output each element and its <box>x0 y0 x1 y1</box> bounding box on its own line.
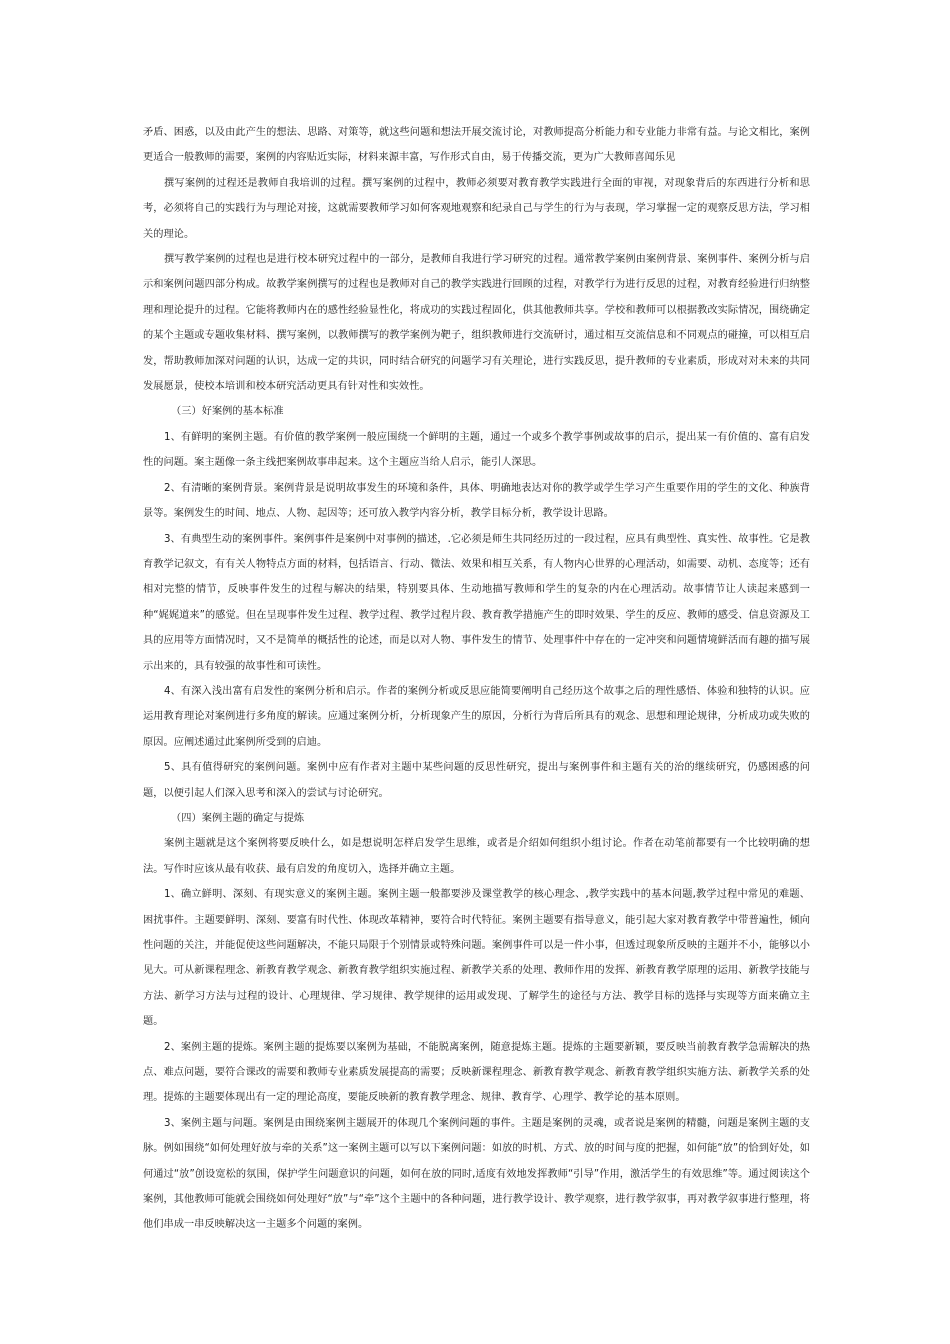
paragraph: 1、确立鲜明、深刻、有现实意义的案例主题。案例主题一般都要涉及课堂教学的核心理念、,教学实践中的基本问题,教学过程中常见的难题、困扰事件。主题要鲜明、深刻、要富有时代性、体现改革精神，要符合时代特征。案例主题要有指导意义，能引起大家对教育教学中带普遍性，倾向性问题的关注，并能促使这些问题解决，不能只局限于个别情景或特殊问题。案例事件可以是一件小事，但透过现象所反映的主题并不小，能够以小见大。可从新课程理念、新教育教学观念、新教育教学组织实施过程、新教学关系的处理、教师作用的发挥、新教育教学原理的运用、新教学技能与方法、新学习方法与过程的设计、心理规律、学习规律、教学规律的运用或发现、了解学生的途径与方法、教学目标的选择与实现等方面来确立主题。 <box>143 889 810 1028</box>
paragraph: 3、案例主题与问题。案例是由围绕案例主题展开的体现几个案例问题的事件。主题是案例的灵魂，或者说是案例的精髓，问题是案例主题的支脉。例如围绕“如何处理好放与牵的关系”这一案例主题可以写以下案例问题：如放的时机、方式、放的时间与度的把握，如何能“放”的恰到好处，如何通过“放”创设宽松的氛围，保护学生问题意识的问题，如何在放的同时,适度有效地发挥教师“引导”作用，激活学生的有效思维”等。通过阅读这个案例，其他教师可能就会围绕如何处理好“放”与“牵”这个主题中的各种问题，进行教学设计、教学观察，进行教学叙事，再对教学叙事进行整理，将他们串成一串反映解决这一主题多个问题的案例。 <box>143 1117 810 1231</box>
document-page <box>143 120 810 1238</box>
section-heading: （四）案例主题的确定与提炼 <box>171 812 305 824</box>
paragraph: 3、有典型生动的案例事件。案例事件是案例中对事例的描述，.它必须是师生共同经历过的一段过程，应具有典型性、真实性、故事性。它是教育教学记叙文，有有关人物特点方面的材料，包括语言、行动、微法、效果和相互关系，有人物内心世界的心理活动，如需要、动机、态度等；还有相对完整的情节，反映事件发生的过程与解决的结果，特别要具体、生动地描写教师和学生的复杂的内在心理活动。故事情节让人读起来感到一种“娓娓道来”的感觉。但在呈现事件发生过程、教学过程、教学过程片段、教育教学措施产生的即时效果、学生的反应、教师的感受、信息资源及工具的应用等方面情况时，又不是简单的概括性的论述，而是以对人物、事件发生的情节、处理事件中存在的一定冲突和问题情境鲜活而有趣的描写展示出来的，具有较强的故事性和可读性。 <box>143 533 810 672</box>
section-heading: （三）好案例的基本标准 <box>171 406 284 418</box>
paragraph: 撰写教学案例的过程也是进行校本研究过程中的一部分，是教师自我进行学习研究的过程。通常教学案例由案例背景、案例事件、案例分析与启示和案例问题四部分构成。故教学案例撰写的过程也是教师对自己的教学实践进行回顾的过程，对教学行为进行反思的过程，对教育经验进行归纳整理和理论提升的过程。它能将教师内在的感性经验显性化，将成功的实践过程固化，供其他教师共享。学校和教师可以根据教改实际情况，围绕确定的某个主题或专题收集材料、撰写案例，以教师撰写的教学案例为靶子，组织教师进行交流研讨，通过相互交流信息和不同观点的碰撞，可以相互启发，帮助教师加深对问题的认识，达成一定的共识，同时结合研究的问题学习有关理论，进行实践反思，提升教师的专业素质，形成对对未来的共同发展愿景，使校本培训和校本研究活动更具有针对性和实效性。 <box>143 254 810 393</box>
paragraph: 4、有深入浅出富有启发性的案例分析和启示。作者的案例分析或反思应能简要阐明自己经历这个故事之后的理性感悟、体验和独特的认识。应运用教育理论对案例进行多角度的解读。应通过案例分析，分析现象产生的原因，分析行为背后所具有的观念、思想和理论规律，分析成功或失败的原因。应阐述通过此案例所受到的启迪。 <box>143 685 810 748</box>
paragraph: 5、具有值得研究的案例问题。案例中应有作者对主题中某些问题的反思性研究，提出与案例事件和主题有关的治的继续研究，仍感困惑的问题，以便引起人们深入思考和深入的尝试与讨论研究。 <box>143 762 810 799</box>
paragraph: 2、有清晰的案例背景。案例背景是说明故事发生的环境和条件，具体、明确地表达对你的教学或学生学习产生重要作用的学生的文化、种族背景等。案例发生的时间、地点、人物、起因等；还可放入教学内容分析，教学目标分析，教学设计思路。 <box>143 482 810 520</box>
paragraph: 撰写案例的过程还是教师自我培训的过程。撰写案例的过程中，教师必须要对教育教学实践进行全面的审视，对现象背后的东西进行分析和思考，必须将自己的实践行为与理论对接，这就需要教师学习如何客观地观察和纪录自己与学生的行为与表现，学习掌握一定的观察反思方法，学习相关的理论。 <box>143 177 810 240</box>
paragraph: 1、有鲜明的案例主题。有价值的教学案例一般应围绕一个鲜明的主题，通过一个或多个教学事例或故事的启示，提出某一有价值的、富有启发性的问题。案主题像一条主线把案例故事串起来。这个主题应当给人启示，能引人深思。 <box>143 431 810 469</box>
paragraph: 矛盾、困惑，以及由此产生的想法、思路、对策等，就这些问题和想法开展交流讨论，对教师提高分析能力和专业能力非常有益。与论文相比，案例更适合一般教师的需要，案例的内容贴近实际，材料来源丰富，写作形式自由，易于传播交流，更为广大教师喜闻乐见 <box>143 127 810 164</box>
paragraph: 案例主题就是这个案例将要反映什么，如是想说明怎样启发学生思维，或者是介绍如何组织小组讨论。作者在动笔前都要有一个比较明确的想法。写作时应该从最有收获、最有启发的角度切入，选择并确立主题。 <box>143 838 810 875</box>
paragraph: 2、案例主题的提炼。案例主题的提炼要以案例为基础，不能脱离案例，随意提炼主题。提炼的主题要新颖，要反映当前教育教学急需解决的热点、难点问题，要符合课改的需要和教师专业素质发展提高的需要；反映新课程理念、新教育教学观念、新教育教学组织实施方法、新教学关系的处理。提炼的主题要体现出有一定的理论高度，要能反映新的教育教学理念、规律、教育学、心理学、教学论的基本原则。 <box>143 1041 810 1104</box>
